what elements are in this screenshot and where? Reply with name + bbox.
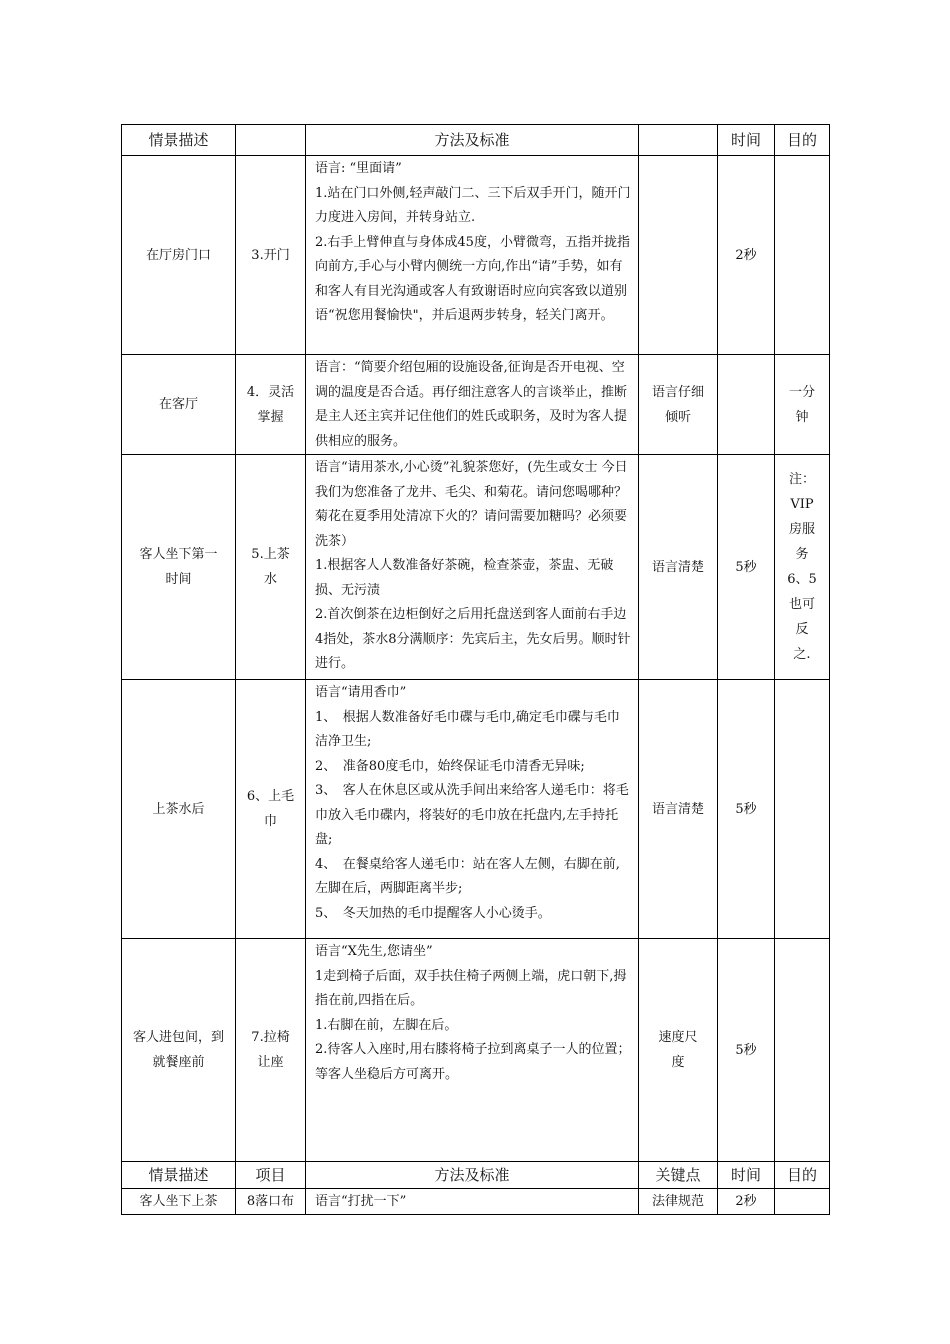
row-method [306, 455, 639, 680]
row-purpose [775, 156, 830, 355]
method-line: 4、 在餐桌给客人递毛巾：站在客人左侧，右脚在前,左脚在后，两脚距离半步; [315, 856, 620, 896]
method-line: 1走到椅子后面，双手扶住椅子两侧上端，虎口朝下,拇指在前,四指在后。 [315, 968, 627, 1008]
row-time: 5秒 [718, 455, 775, 680]
method-line: 1、 根据人数准备好毛巾碟与毛巾,确定毛巾碟与毛巾洁净卫生; [315, 709, 620, 749]
row-purpose [775, 680, 830, 939]
row-purpose [775, 1189, 830, 1215]
row-purpose: 注：VIP房服务6、5也可反之. [775, 455, 830, 680]
row-scene: 客人坐下上茶 [122, 1189, 236, 1215]
row-time: 2秒 [718, 156, 775, 355]
header2-purpose: 目的 [775, 1162, 830, 1189]
method-line: 2、 准备80度毛巾，始终保证毛巾清香无异味; [315, 758, 585, 774]
method-line: 2.待客人入座时,用右膝将椅子拉到离桌子一人的位置；等客人坐稳后方可离开。 [315, 1042, 631, 1082]
header2-scene: 情景描述 [122, 1162, 236, 1189]
row-item: 6、上毛巾 [236, 680, 306, 939]
header-scene: 情景描述 [122, 125, 236, 156]
row-key: 法律规范 [639, 1189, 718, 1215]
row-item: 7.拉椅让座 [236, 939, 306, 1162]
row-scene: 客人坐下第一时间 [122, 455, 236, 680]
header2-time: 时间 [718, 1162, 775, 1189]
row-key: 语言仔细倾听 [639, 355, 718, 455]
table-row [122, 939, 830, 1162]
method-line: 1.根据客人人数准备好茶碗，检查茶壶，茶盅、无破损、无污渍 [315, 558, 614, 598]
header-item [236, 125, 306, 156]
table-row [122, 355, 830, 455]
header2-method: 方法及标准 [306, 1162, 639, 1189]
method-line: 5、 冬天加热的毛巾提醒客人小心烫手。 [315, 905, 551, 921]
row-scene: 上茶水后 [122, 680, 236, 939]
method-line: 3、 客人在休息区或从洗手间出来给客人递毛巾：将毛巾放入毛巾碟内，将装好的毛巾放在托盘内,左手持托盘; [315, 783, 629, 847]
row-method: 语言“打扰一下” [306, 1189, 639, 1215]
table-header-row-2 [122, 1162, 830, 1189]
method-line: 1.右脚在前，左脚在后。 [315, 1017, 458, 1033]
row-key [639, 156, 718, 355]
row-item: 5.上茶水 [236, 455, 306, 680]
table-row [122, 455, 830, 680]
row-key: 速度尺度 [639, 939, 718, 1162]
method-line: 2.右手上臂伸直与身体成45度，小臂微弯，五指并拢指向前方,手心与小臂内侧统一方向,作出“请”手势，如有和客人有目光沟通或客人有致谢语时应向宾客致以道别语“祝您用餐愉快"，并后退两步转身，轻关门离开。 [315, 234, 630, 323]
header-method: 方法及标准 [306, 125, 639, 156]
row-method [306, 939, 639, 1162]
row-time: 5秒 [718, 939, 775, 1162]
header-purpose: 目的 [775, 125, 830, 156]
method-line: 2.首次倒茶在边柜倒好之后用托盘送到客人面前右手边4指处，茶水8分满顺序：先宾后主，先女后男。顺时针进行。 [315, 607, 631, 671]
row-method [306, 680, 639, 939]
row-key: 语言清楚 [639, 455, 718, 680]
service-standards-table [121, 124, 830, 1215]
row-item: 3.开门 [236, 156, 306, 355]
row-time: 5秒 [718, 680, 775, 939]
row-purpose [775, 939, 830, 1162]
method-line: 1.站在门口外侧,轻声敲门二、三下后双手开门，随开门力度进入房间，并转身站立. [315, 185, 631, 225]
row-time [718, 355, 775, 455]
row-purpose: 一分钟 [775, 355, 830, 455]
row-scene: 在客厅 [122, 355, 236, 455]
header-key [639, 125, 718, 156]
header-time: 时间 [718, 125, 775, 156]
header2-key: 关键点 [639, 1162, 718, 1189]
table-row [122, 156, 830, 355]
method-line: 语言“X先生,您请坐” [315, 944, 433, 959]
method-line: 语言：“简要介绍包厢的设施设备,征询是否开电视、空调的温度是否合适。再仔细注意客人的言谈举止，推断是主人还主宾并记住他们的姓氏或职务，及时为客人提供相应的服务。 [315, 360, 628, 449]
row-scene: 客人进包间，到就餐座前 [122, 939, 236, 1162]
row-key: 语言清楚 [639, 680, 718, 939]
row-time: 2秒 [718, 1189, 775, 1215]
table-header-row [122, 125, 830, 156]
table-row [122, 1189, 830, 1215]
row-scene: 在厅房门口 [122, 156, 236, 355]
method-line: 语言“请用香巾” [315, 685, 407, 700]
row-method [306, 355, 639, 455]
method-line: 语言: “里面请” [315, 161, 402, 176]
table-row [122, 680, 830, 939]
row-item: 8落口布 [236, 1189, 306, 1215]
header2-item: 项目 [236, 1162, 306, 1189]
row-item: 4．灵活掌握 [236, 355, 306, 455]
row-method [306, 156, 639, 355]
method-line: 语言“请用茶水,小心烫”礼貌茶您好，(先生或女士 今日我们为您准备了龙井、毛尖、和菊花。请问您喝哪种？菊花在夏季用处清凉下火的？请问需要加糖吗？必须要洗茶） [315, 460, 628, 549]
